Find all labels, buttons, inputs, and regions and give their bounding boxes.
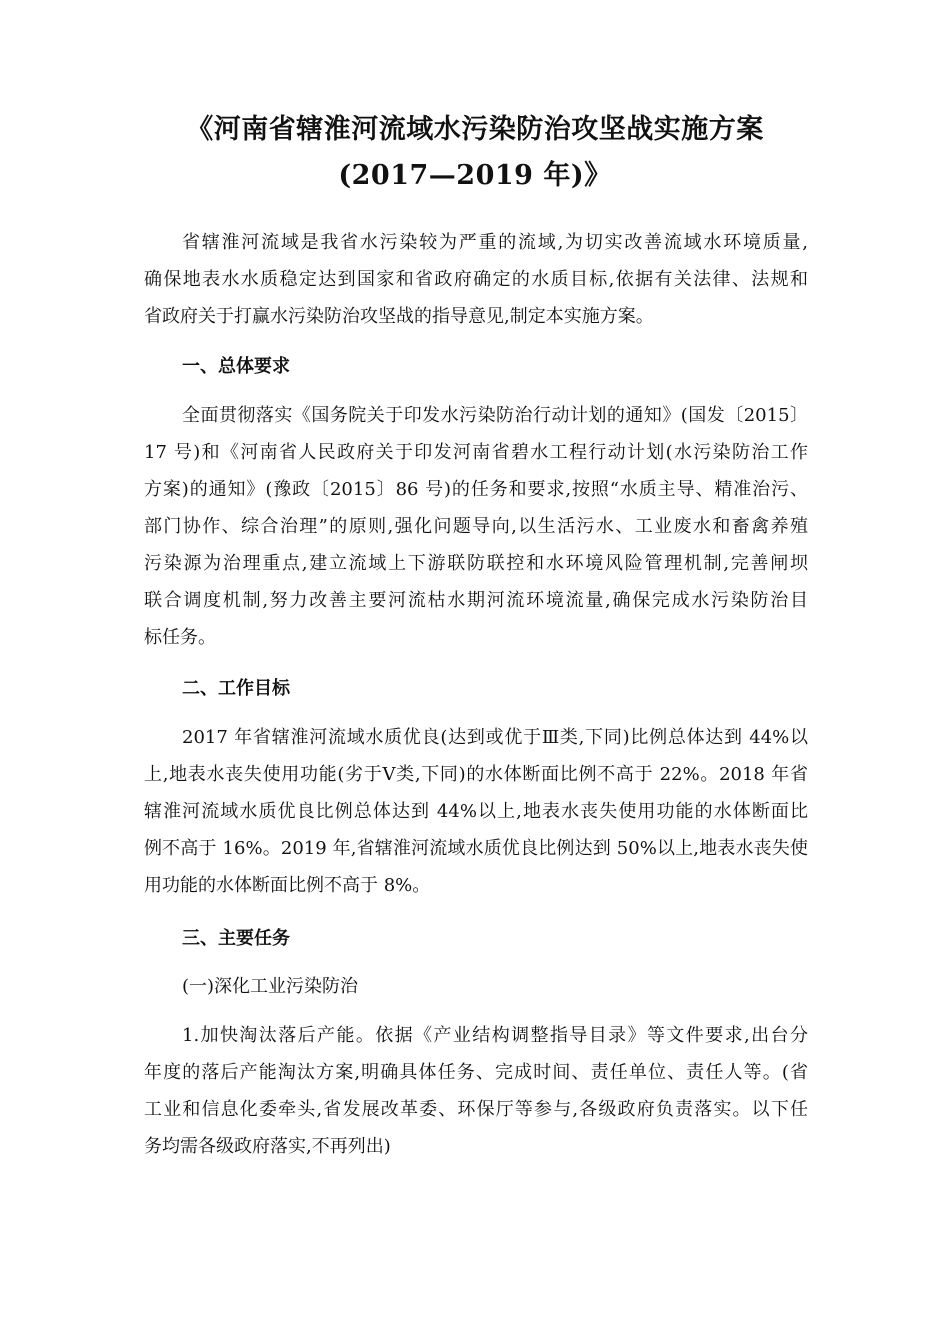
section3-item1-line: 年度的落后产能淘汰方案,明确具体任务、完成时间、责任单位、责任人等。(省 xyxy=(144,1062,808,1083)
intro-line: 省政府关于打赢水污染防治攻坚战的指导意见,制定本实施方案。 xyxy=(144,306,654,327)
section1-heading: 一、总体要求 xyxy=(182,356,290,377)
section1-line: 方案)的通知》(豫政〔2015〕86 号)的任务和要求,按照“水质主导、精准治污、 xyxy=(144,479,808,500)
intro-paragraph xyxy=(144,224,808,335)
section1-line: 全面贯彻落实《国务院关于印发水污染防治行动计划的通知》(国发〔2015〕 xyxy=(182,405,808,426)
section3-item1-line: 1.加快淘汰落后产能。依据《产业结构调整指导目录》等文件要求,出台分 xyxy=(182,1025,808,1046)
section2-line: 辖淮河流域水质优良比例总体达到 44%以上,地表水丧失使用功能的水体断面比 xyxy=(144,801,808,822)
section1-line: 17 号)和《河南省人民政府关于印发河南省碧水工程行动计划(水污染防治工作 xyxy=(144,442,808,463)
section2-paragraph xyxy=(144,719,808,904)
intro-line: 确保地表水水质稳定达到国家和省政府确定的水质目标,依据有关法律、法规和 xyxy=(144,269,808,290)
section3-heading: 三、主要任务 xyxy=(182,928,290,949)
section3-item1-line: 务均需各级政府落实,不再列出) xyxy=(144,1136,391,1157)
section2-line: 2017 年省辖淮河流域水质优良(达到或优于Ⅲ类,下同)比例总体达到 44%以 xyxy=(182,727,808,748)
section3-item1-paragraph xyxy=(144,1017,808,1165)
section2-line: 上,地表水丧失使用功能(劣于Ⅴ类,下同)的水体断面比例不高于 22%。2018 年省 xyxy=(144,764,808,785)
section2-line: 例不高于 16%。2019 年,省辖淮河流域水质优良比例达到 50%以上,地表水丧失使 xyxy=(144,838,808,859)
document-title-line2: (2017—2019 年)》 xyxy=(338,160,612,191)
section1-line: 标任务。 xyxy=(144,627,216,648)
section1-line: 污染源为治理重点,建立流域上下游联防联控和水环境风险管理机制,完善闸坝 xyxy=(144,553,808,574)
section1-line: 部门协作、综合治理”的原则,强化问题导向,以生活污水、工业废水和畜禽养殖 xyxy=(144,516,808,537)
section1-line: 联合调度机制,努力改善主要河流枯水期河流环境流量,确保完成水污染防治目 xyxy=(144,590,808,611)
section3-item1-line: 工业和信息化委牵头,省发展改革委、环保厅等参与,各级政府负责落实。以下任 xyxy=(144,1099,808,1120)
section1-paragraph xyxy=(144,397,808,656)
section3-subheading: (一)深化工业污染防治 xyxy=(182,976,359,997)
section2-heading: 二、工作目标 xyxy=(182,678,290,699)
document-title-line1: 《河南省辖淮河流域水污染防治攻坚战实施方案 xyxy=(186,114,764,145)
intro-line: 省辖淮河流域是我省水污染较为严重的流域,为切实改善流域水环境质量, xyxy=(182,232,808,253)
section2-line: 用功能的水体断面比例不高于 8%。 xyxy=(144,875,431,896)
